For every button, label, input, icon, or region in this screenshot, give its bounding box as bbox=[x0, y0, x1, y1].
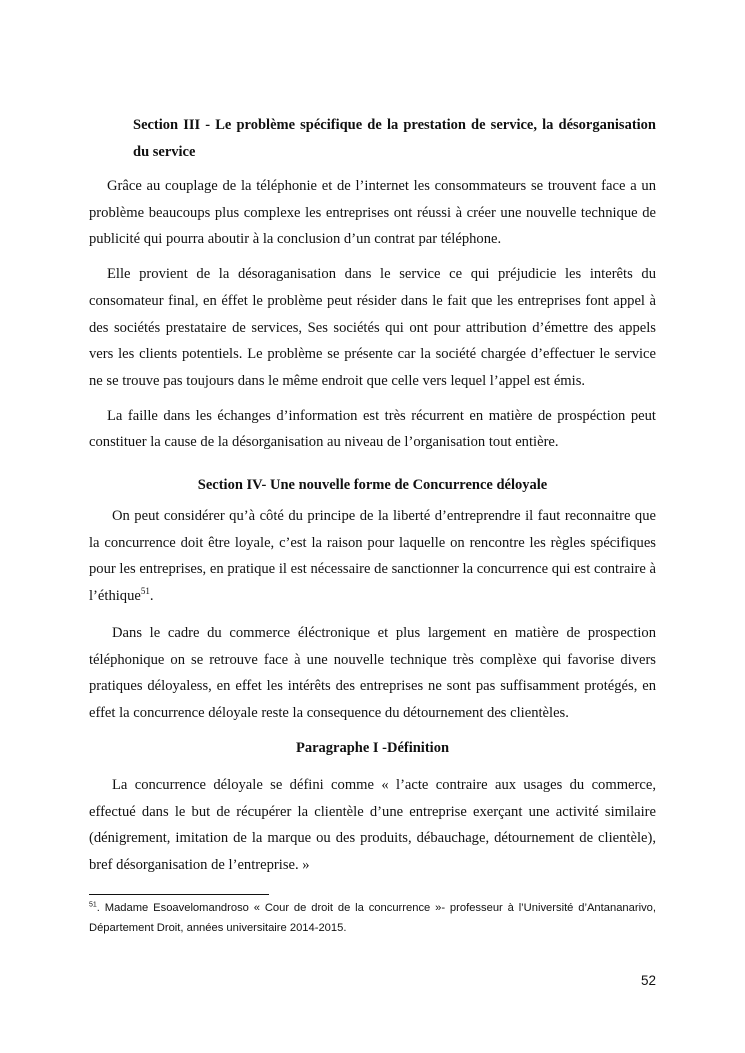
paragraph: On peut considérer qu’à côté du principe de la liberté d’entreprendre il faut reconnaitre que la concurrence doit être loyale, c’est la raison pour laquelle on rencontre les règles spécifiques pour les entreprises, en pratique il est nécessaire de sanctionner la concurrence qui est contraire à l’éthique$^{51}$. bbox=[89, 508, 656, 605]
paragraph: Grâce au couplage de la téléphonie et de l’internet les consommateurs se trouvent face a un problème beaucoups plus complexe les entreprises ont réussi à créer une nouvelle technique de publicité qui pourra aboutir à la conclusion d’un contrat par téléphone. bbox=[89, 178, 656, 248]
footnote-reference[interactable]: 51 bbox=[140, 586, 150, 597]
section-3-heading: Section III - Le problème spécifique de la prestation de service, la désorganisation du service bbox=[133, 117, 656, 160]
paragraph: La faille dans les échanges d’information est très récurrent en matière de prospéction peut constituer la cause de la désorganisation au niveau de l’organisation tout entière. bbox=[89, 407, 656, 451]
paragraph: Dans le cadre du commerce éléctronique et plus largement en matière de prospection téléphonique on se retrouve face à une nouvelle technique très complèxe qui favorise divers pratiques déloyaless, en effet les intérêts des entreprises ne sont pas suffisamment protégés, en effet la concurrence déloyale reste la consequence du détournement des clientèles. bbox=[89, 624, 656, 721]
footnote-number: 51 bbox=[89, 901, 97, 909]
page-number: 52 bbox=[640, 973, 656, 988]
paragraph-1-heading: Paragraphe I -Définition bbox=[295, 740, 450, 756]
footnote-separator bbox=[89, 894, 269, 895]
paragraph-1-body bbox=[89, 772, 656, 879]
section-4-body bbox=[89, 503, 656, 727]
paragraph: Elle provient de la désoraganisation dans le service ce qui préjudicie les interêts du consomateur final, en éffet le problème peut résider dans le fait que les entreprises font appel à des sociétés prestataire de services, Ses sociétés qui ont pour attribution d’émettre des appels vers les clients potentiels. Le problème se présente car la société chargée d’effectuer le service ne se trouve pas toujours dans le même endroit que celle vers lequel l’appel est émis. bbox=[89, 266, 656, 389]
footnote: $^{51}$. Madame Esoavelomandroso « Cour de droit de la concurrence »- professeur à l’Université d’Antananarivo, Département Droit, années universitaire 2014-2015. bbox=[89, 901, 656, 934]
section-4-heading: Section IV- Une nouvelle forme de Concurrence déloyale bbox=[197, 477, 548, 493]
section-3-body bbox=[89, 173, 656, 456]
paragraph: La concurrence déloyale se défini comme « l’acte contraire aux usages du commerce, effectué dans le but de récupérer la clientèle d’une entreprise exerçant une activité similaire (dénigrement, imitation de la marque ou des produits, débauchage, détournement de clientèle), bref désorganisation de l’entreprise. » bbox=[89, 777, 656, 874]
